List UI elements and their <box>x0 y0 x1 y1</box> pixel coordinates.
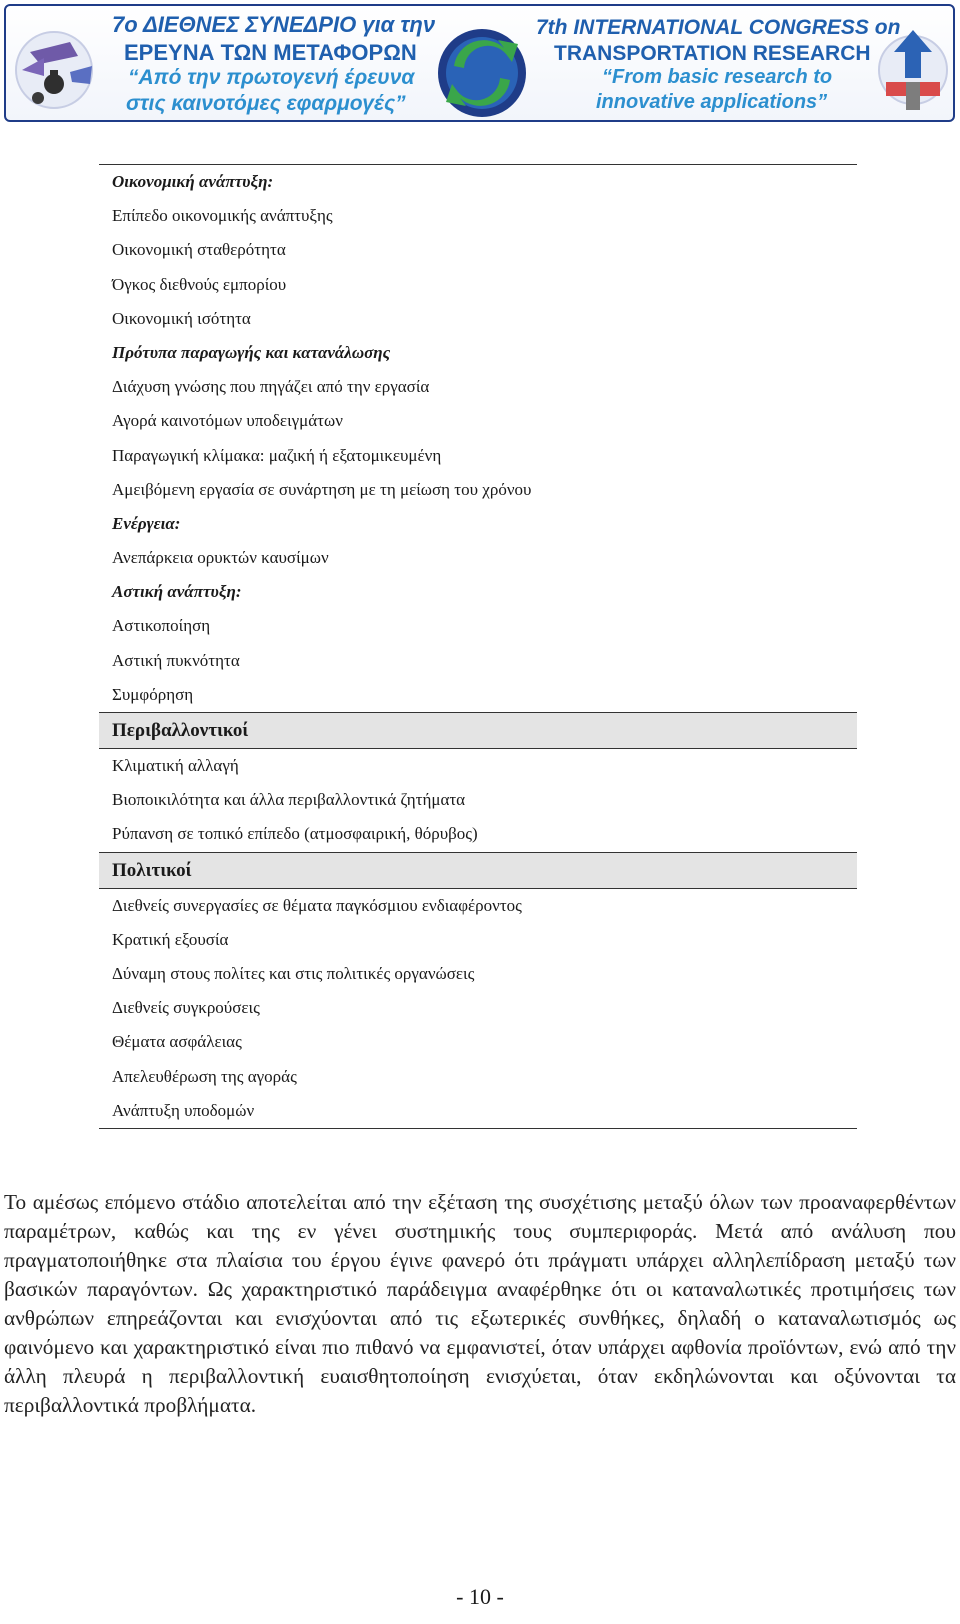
table-row: Αμειβόμενη εργασία σε συνάρτηση με τη μείωση του χρόνου <box>112 479 532 499</box>
table-subheading: Οικονομική ανάπτυξη: <box>112 172 274 191</box>
banner-greek-line-4: στις καινοτόμες εφαρμογές” <box>126 92 406 115</box>
table-row: Παραγωγική κλίμακα: μαζική ή εξατομικευμένη <box>112 445 442 465</box>
table-row: Οικονομική ισότητα <box>112 308 251 328</box>
conference-banner <box>4 4 955 122</box>
table-row: Ρύπανση σε τοπικό επίπεδο (ατμοσφαιρική, θόρυβος) <box>112 824 478 844</box>
table-row: Διεθνείς συγκρούσεις <box>112 998 260 1018</box>
table-subheading: Ενέργεια: <box>112 513 181 533</box>
table-row: Ανάπτυξη υποδομών <box>112 1100 255 1120</box>
banner-greek-line-2: ΕΡΕΥΝΑ ΤΩΝ ΜΕΤΑΦΟΡΩΝ <box>124 40 417 65</box>
table-row: Κλιματική αλλαγή <box>112 756 239 775</box>
table-row: Βιοποικιλότητα και άλλα περιβαλλοντικά ζητήματα <box>112 790 466 810</box>
table-row: Κρατική εξουσία <box>112 929 229 949</box>
table-row: Αστική πυκνότητα <box>112 650 240 670</box>
table-row: Συμφόρηση <box>112 684 194 704</box>
table-row: Απελευθέρωση της αγοράς <box>112 1066 297 1086</box>
table-row: Δύναμη στους πολίτες και στις πολιτικές οργανώσεις <box>112 963 475 983</box>
table-section-header: Πολιτικοί <box>99 852 857 889</box>
table-row: Αστικοποίηση <box>112 616 211 636</box>
table-row: Διεθνείς συνεργασίες σε θέματα παγκόσμιου ενδιαφέροντος <box>112 895 522 915</box>
banner-english-line-4: innovative applications” <box>596 91 828 113</box>
table-row: Επίπεδο οικονομικής ανάπτυξης <box>112 206 333 226</box>
table-section-header: Περιβαλλοντικοί <box>99 712 857 749</box>
table-subheading: Αστική ανάπτυξη: <box>112 582 242 602</box>
table-row: Οικονομική σταθερότητα <box>112 240 286 260</box>
banner-greek-line-1: 7ο ΔΙΕΘΝΕΣ ΣΥΝΕΔΡΙΟ για την <box>112 12 436 37</box>
banner-english-line-2: TRANSPORTATION RESEARCH <box>554 42 871 65</box>
transport-modes-emblem-icon <box>10 12 112 116</box>
table-row: Όγκος διεθνούς εμπορίου <box>112 274 287 294</box>
factors-table <box>99 164 857 1129</box>
banner-english-line-3: “From basic research to <box>602 66 833 88</box>
banner-greek-line-3: “Από την πρωτογενή έρευνα <box>128 66 415 89</box>
table-row: Αγορά καινοτόμων υποδειγμάτων <box>112 411 343 431</box>
globe-arrows-emblem-icon <box>434 26 530 120</box>
table-row: Θέματα ασφάλειας <box>112 1032 242 1052</box>
table-row: Διάχυση γνώσης που πηγάζει από την εργασία <box>112 377 430 397</box>
table-row: Ανεπάρκεια ορυκτών καυσίμων <box>112 548 329 568</box>
page-number: - 10 - <box>456 1584 504 1609</box>
table-subheading: Πρότυπα παραγωγής και κατανάλωσης <box>112 342 391 362</box>
banner-english-line-1: 7th INTERNATIONAL CONGRESS on <box>536 16 901 39</box>
body-paragraph: Το αμέσως επόμενο στάδιο αποτελείται από την εξέταση της συσχέτισης μεταξύ όλων των προαναφερθέντων παραμέτρων, καθώς και της εν γένει συστημικής τους συμπεριφοράς. Μετά από ανάλυση που πραγματοποιήθηκε στα πλαίσια του έργου έγινε φανερό ότι πράγματι υπάρχει αλληλεπίδραση μεταξύ των βασικών παραγόντων. Ως χαρακτηριστικό παράδειγμα αναφέρθηκε ότι οι καταναλωτικές προτιμήσεις των ανθρώπων επηρεάζονται και ενισχύονται από τις εξωτερικές συνθήκες, δηλαδή ο καταναλωτισμός ως φαινόμενο και χαρακτηριστικό είναι πιο πιθανό να εμφανιστεί, όταν υπάρχει αφθονία προϊόντων, ενώ από την άλλη πλευρά η περιβαλλοντική ευαισθητοποίηση ενισχύεται, όταν εκδηλώνονται και οξύνονται τα περιβαλλοντικά προβλήματα. <box>4 1190 956 1417</box>
